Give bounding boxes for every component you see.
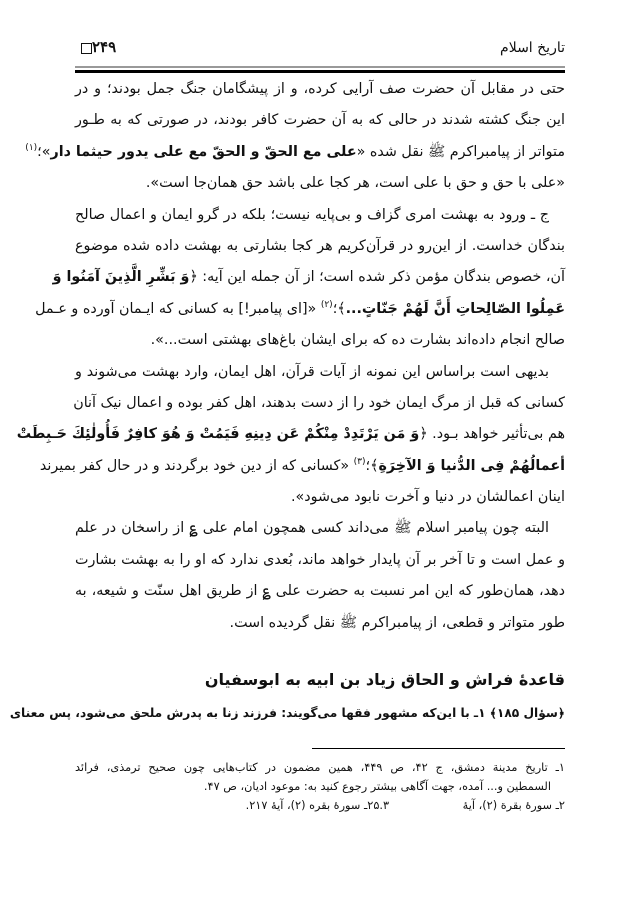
- quote-text: أعمالُهُمْ فِی الدُّنیا وَ الآخِرَةِ: [378, 457, 565, 474]
- quote-text: وَ مَن یَرْتَدِدْ مِنْکُمْ عَن دِینِهِ فَیَمُتْ وَ هُوَ کافِرٌ فَأُولٰئِكَ حَـبِطَتْ: [16, 426, 420, 443]
- text-run: ج ـ ورود به بهشت امری گزاف و بی‌پایه نیست؛ بلکه در گرو ایمان و اعمال صالح: [75, 206, 549, 223]
- text-line: [39, 451, 565, 482]
- footnote-1-line-2: السمطین و... آمده، جهت آگاهی بیشتر رجوع کنید به: موعود ادیان، ص ۴۷.: [203, 780, 551, 793]
- text-run: ﴾؛: [332, 300, 346, 317]
- text-line: [75, 105, 565, 136]
- text-line: [75, 513, 565, 544]
- text-run: هم بی‌تأثیر خواهد بـود. ﴿: [419, 426, 565, 443]
- page-number: ۲۴۹: [92, 38, 117, 56]
- text-run: بندگان خداست. از این‌رو در قرآن‌کریم هر کجا بشارتی به بهشت داده شده موضوع: [75, 237, 565, 254]
- text-line: [75, 200, 565, 231]
- text-line: [75, 576, 565, 607]
- text-run: این جنگ کشته شدند در حالی که به آن حضرت کافر بودند، در صورتی که به طـور: [75, 112, 565, 129]
- text-run: متواتر از پیامبراکرم ﷺ نقل شده «: [356, 143, 565, 160]
- text-run: «کسانی که از دین خود برگردند و در حال کفر بمیرند: [39, 457, 354, 474]
- text-line: [75, 388, 565, 419]
- section-heading: قاعدهٔ فراش و الحاق زیاد بن ابیه به ابوسفیان: [204, 670, 565, 689]
- quote-text: عَمِلُوا الصّالِحاتِ أَنَّ لَهُمْ جَنّاتٍ...: [345, 300, 565, 317]
- text-run: حتی در مقابل آن حضرت صف آرایی کرده، و از پیشگامان جنگ جمل بودند؛ و در: [75, 81, 565, 97]
- text-line: [52, 262, 565, 293]
- text-run: بدیهی است براساس این نمونه از آیات قرآن، اهل ایمان، وارد بهشت می‌شوند و: [75, 363, 549, 380]
- header-rule-thick: [75, 70, 565, 73]
- text-run: اینان اعمالشان در دنیا و آخرت نابود می‌شود».: [290, 489, 565, 506]
- square-box-icon: [81, 43, 92, 54]
- footnotes-2-3: [75, 799, 565, 812]
- text-line: [75, 231, 565, 262]
- text-run: »؛: [37, 143, 51, 160]
- footnote-3: ۳ـ سورهٔ بقره (۲)، آیهٔ ۲۱۷.: [245, 799, 390, 812]
- text-line: [75, 168, 565, 199]
- text-run: طور متواتر و قطعی، از پیامبراکرم ﷺ نقل گردیده است.: [229, 614, 565, 631]
- text-run: «[ای پیامبر!] به کسانی که ایـمان آورده و عـمل: [35, 300, 321, 317]
- footnote-ref: (۳): [353, 456, 366, 467]
- quote-text: وَ بَشِّرِ الَّذِینَ آمَنُوا وَ: [52, 269, 190, 286]
- text-line: [75, 325, 565, 356]
- text-line: [16, 419, 565, 450]
- text-run: ﴾؛: [365, 457, 379, 474]
- text-run: «علی با حق و حق با علی است، هر کجا علی باشد حق همان‌جا است».: [145, 175, 565, 192]
- text-line: [35, 294, 565, 325]
- footnote-2: ۲ـ سورهٔ بقرة (۲)، آیهٔ ۲۵.: [367, 799, 565, 812]
- body-text: [16, 74, 565, 639]
- text-run: دهد، همان‌طور که این امر نسبت به حضرت علی ؏ از طریق اهل سنّت و شیعه، به: [75, 583, 565, 600]
- text-line: [75, 608, 565, 639]
- text-run: و عمل است و تا آخر بر آن پایدار خواهد ماند، بُعدی ندارد که او را به بهشت بشارت: [75, 551, 565, 568]
- text-line: [75, 545, 565, 576]
- quote-text: علی مع الحقّ و الحقّ مع علی یدور حیثما دار: [50, 143, 357, 160]
- text-run: آن، خصوص بندگان مؤمن ذکر شده است؛ از آن جمله این آیه: ﴿: [189, 269, 565, 286]
- footnote-ref: (۱): [25, 143, 38, 154]
- text-line: [25, 137, 565, 168]
- text-line: [75, 74, 565, 105]
- footnote-1-line-1: ۱ـ تاریخ مدینة دمشق، ج ۴۲، ص ۴۴۹، همین مضمون در کتاب‌هایی چون صحیح ترمذی، فرائد: [75, 761, 565, 774]
- text-run: کسانی که قبل از مرگ ایمان خود را از دست بدهند، اهل کفر بوده و اعمال نیک آنان: [73, 394, 565, 411]
- header-rule-thin: [75, 66, 565, 68]
- text-run: صالح انجام داده‌اند بشارت ده که برای ایشان باغ‌های بهشتی است...».: [150, 332, 565, 349]
- question-line: ﴿سؤال ۱۸۵﴾ ۱ـ با این‌که مشهور فقها می‌گویند: فرزند زنا به پدرش ملحق می‌شود، پس معنای: [9, 706, 565, 720]
- footnote-ref: (۲): [320, 299, 333, 310]
- footnote-rule: [312, 748, 565, 749]
- running-header: [75, 38, 565, 62]
- text-run: البته چون پیامبر اسلام ﷺ می‌داند کسی همچون امام علی ؏ از راسخان در علم: [75, 520, 549, 537]
- page-number-block: [75, 38, 116, 56]
- text-line: [75, 482, 565, 513]
- book-title: تاریخ اسلام: [500, 40, 565, 56]
- text-line: [75, 357, 565, 388]
